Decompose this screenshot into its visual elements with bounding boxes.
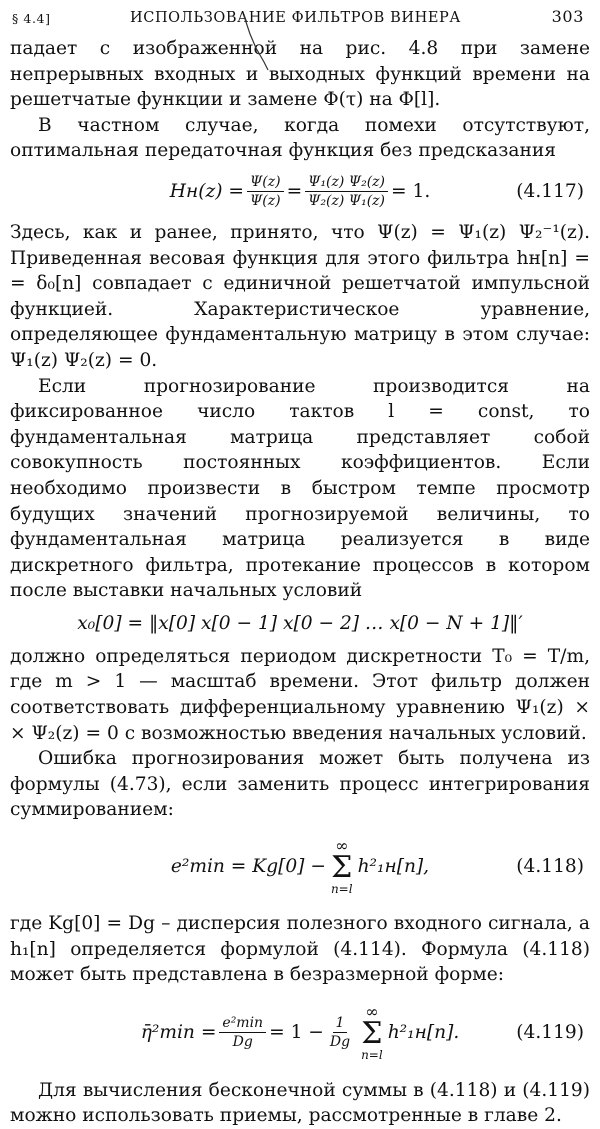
eq118-lhs: e²min = Kg[0] − [170, 856, 326, 878]
eq119-f2-denominator: Dg [329, 1034, 351, 1051]
equation-number-4-117: (4.117) [516, 181, 584, 203]
running-header [10, 4, 590, 36]
eq117-lhs: Hн(z) = [169, 181, 244, 203]
equation-number-4-119: (4.119) [516, 1022, 584, 1044]
paragraph-discreteness: должно определяться периодом дискретности T₀ = T/m, где m > 1 — масштаб времени. Этот фильтр должен соответствовать дифференциальному уравнению Ψ₁(z) × × Ψ₂(z) = 0 с возможностью введения начальных условий. [10, 645, 590, 744]
eq119-sum-lower: n=l [361, 1047, 383, 1062]
eq119-summation [361, 1001, 383, 1062]
eq118-summation [331, 838, 353, 896]
eq119-f1-numerator: e²min [219, 1014, 266, 1033]
paragraph-infinite-sum: Для вычисления бесконечной суммы в (4.118) и (4.119) можно использовать приемы, рассмотренные в главе 2. [10, 1079, 590, 1127]
section-reference: § 4.4] [12, 11, 51, 26]
paragraph-optimal-transfer: В частном случае, когда помехи отсутствуют, оптимальная передаточная функция без предсказания [10, 114, 590, 162]
eq117-rhs: = 1. [391, 181, 431, 203]
eq117-equals: = [286, 181, 303, 203]
eq119-fraction-1 [219, 1014, 266, 1051]
running-title: ИСПОЛЬЗОВАНИЕ ФИЛЬТРОВ ВИНЕРА [130, 10, 461, 26]
eq119-fraction-2 [327, 1014, 353, 1051]
initial-vector-expression: x₀[0] = ‖x[0] x[0 − 1] x[0 − 2] … x[0 − N + 1]‖′ [77, 613, 523, 635]
eq117-f2-numerator: Ψ₁(z) Ψ₂(z) [305, 173, 388, 192]
eq119-f2-numerator: 1 [333, 1014, 348, 1033]
eq117-f2-denominator: Ψ₂(z) Ψ₁(z) [308, 193, 386, 210]
eq117-fraction-1 [247, 173, 284, 210]
paragraph-forecasting: Если прогнозирование производится на фиксированное число тактов l = const, то фундаментальная матрица представляет собой совокупность постоянных коэффициентов. Если необходимо произвести в быстром темпе просмотр будущих значений прогнозируемой величины, то фундаментальная матрица реализуется в виде дискретного фильтра, протекание процессов в котором после выставки начальных условий [10, 375, 590, 602]
eq119-middle: = 1 − [269, 1022, 324, 1044]
equation-4-119 [10, 993, 590, 1073]
eq119-lhs: η̄²min = [140, 1022, 217, 1044]
eq119-sum-upper: ∞ [365, 1001, 379, 1021]
sigma-icon: Σ [361, 1015, 383, 1051]
eq117-f1-denominator: Ψ(z) [250, 193, 281, 210]
eq117-fraction-2 [305, 173, 388, 210]
equation-initial-vector [10, 609, 590, 639]
eq117-f1-numerator: Ψ(z) [247, 173, 284, 192]
page-number: 303 [551, 7, 584, 26]
eq118-rhs: h²₁н[n], [357, 856, 430, 878]
eq119-rhs: h²₁н[n]. [387, 1022, 460, 1044]
paragraph-continuation: падает с изображенной на рис. 4.8 при замене непрерывных входных и выходных функций времени на решетчатые функции и замене Φ(τ) на Φ[l]. [10, 38, 590, 111]
eq119-f1-denominator: Dg [232, 1034, 253, 1051]
sigma-icon: Σ [331, 850, 353, 886]
equation-number-4-118: (4.118) [516, 856, 584, 878]
eq118-sum-upper: ∞ [335, 836, 349, 856]
pen-mark [242, 14, 272, 72]
equation-4-118 [10, 828, 590, 906]
equation-4-117 [10, 169, 590, 215]
paragraph-weight-function: Здесь, как и ранее, принято, что Ψ(z) = Ψ₁(z) Ψ₂⁻¹(z). Приведенная весовая функция для этого фильтра hн[n] = = δ₀[n] совпадает с единичной решетчатой импульсной функцией. Характеристическое уравнение, определяющее фундаментальную матрицу в этом случае: Ψ₁(z) Ψ₂(z) = 0. [10, 221, 590, 371]
paragraph-dispersion: где Kg[0] = Dg – дисперсия полезного входного сигнала, а h₁[n] определяется формулой (4.114). Формула (4.118) может быть представлена в безразмерной форме: [10, 913, 590, 986]
paragraph-forecast-error: Ошибка прогнозирования может быть получена из формулы (4.73), если заменить процесс интегрирования суммированием: [10, 748, 590, 821]
eq118-sum-lower: n=l [330, 882, 353, 897]
